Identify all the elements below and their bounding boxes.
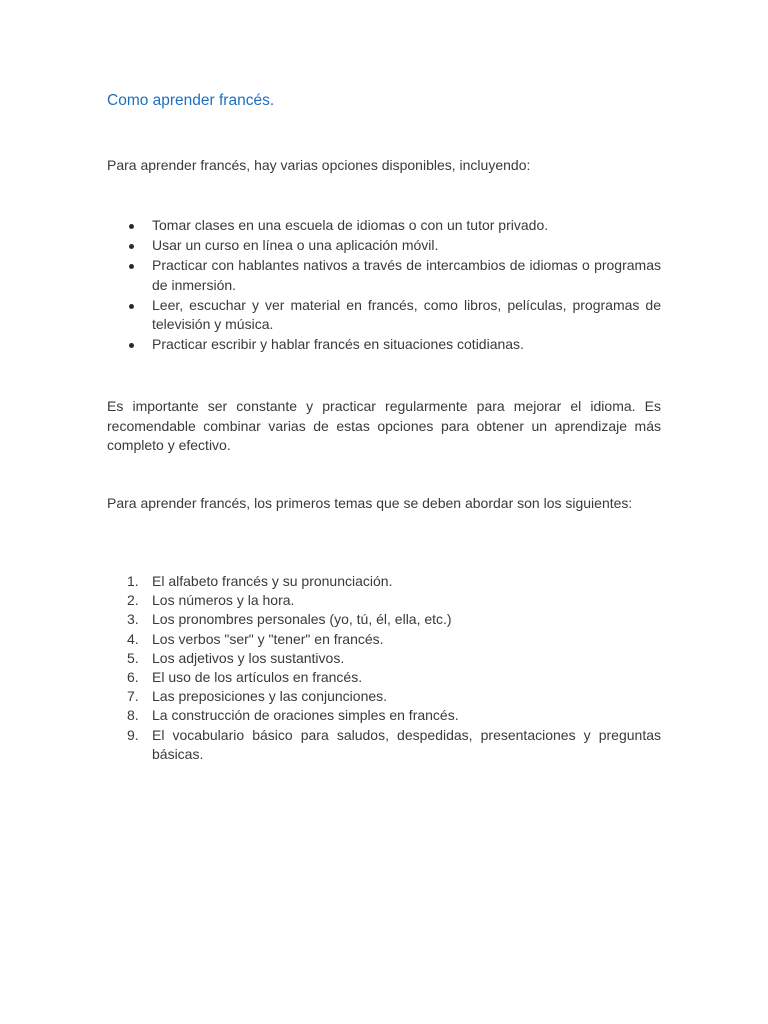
topic-text: Los números y la hora. [152,592,295,609]
list-item [107,687,661,706]
option-text: Leer, escuchar y ver material en francés, como libros, películas, programas de televisión y música. [152,296,661,332]
topic-text: El uso de los artículos en francés. [152,669,363,686]
item-number: 2. [127,592,139,609]
topic-text: El vocabulario básico para saludos, despedidas, presentaciones y preguntas básicas. [152,726,661,762]
bullet-icon [129,244,134,249]
topic-text: Los verbos "ser" y "tener" en francés. [152,630,384,647]
bullet-icon [129,304,134,309]
options-list [107,216,661,355]
item-number: 3. [127,611,139,628]
advice-paragraph: Es importante ser constante y practicar regularmente para mejorar el idioma. Es recomendable combinar varias de estas opciones para obtener un aprendizaje más completo y efectivo. [107,398,661,453]
bullet-icon [129,343,134,348]
list-item [107,296,661,335]
topic-text: Los pronombres personales (yo, tú, él, ella, etc.) [152,611,452,628]
bullet-icon [129,264,134,269]
list-item [107,668,661,687]
list-item [107,610,661,629]
item-number: 7. [127,688,139,705]
intro-paragraph: Para aprender francés, hay varias opciones disponibles, incluyendo: [107,157,531,173]
option-text: Practicar escribir y hablar francés en situaciones cotidianas. [152,336,524,352]
list-item [107,649,661,668]
list-item [107,256,661,295]
bullet-icon [129,224,134,229]
topic-text: Las preposiciones y las conjunciones. [152,688,388,705]
list-item [107,216,661,236]
option-text: Practicar con hablantes nativos a través de intercambios de idiomas o programas de inmersión. [152,257,661,293]
item-number: 1. [127,573,139,589]
topic-text: La construcción de oraciones simples en francés. [152,707,459,724]
topics-intro-paragraph: Para aprender francés, los primeros temas que se deben abordar son los siguientes: [107,495,633,511]
list-item [107,706,661,725]
option-text: Usar un curso en línea o una aplicación móvil. [152,237,439,253]
list-item [107,726,661,764]
list-item [107,572,661,591]
item-number: 8. [127,707,139,724]
topics-list [107,572,661,764]
list-item [107,630,661,649]
list-item [107,591,661,610]
document-title: Como aprender francés. [107,92,275,109]
list-item [107,236,661,256]
topic-text: El alfabeto francés y su pronunciación. [152,573,393,589]
option-text: Tomar clases en una escuela de idiomas o con un tutor privado. [152,217,549,233]
topic-text: Los adjetivos y los sustantivos. [152,649,345,666]
item-number: 9. [127,726,139,743]
list-item [107,335,661,355]
item-number: 4. [127,630,139,647]
item-number: 6. [127,669,139,686]
item-number: 5. [127,649,139,666]
